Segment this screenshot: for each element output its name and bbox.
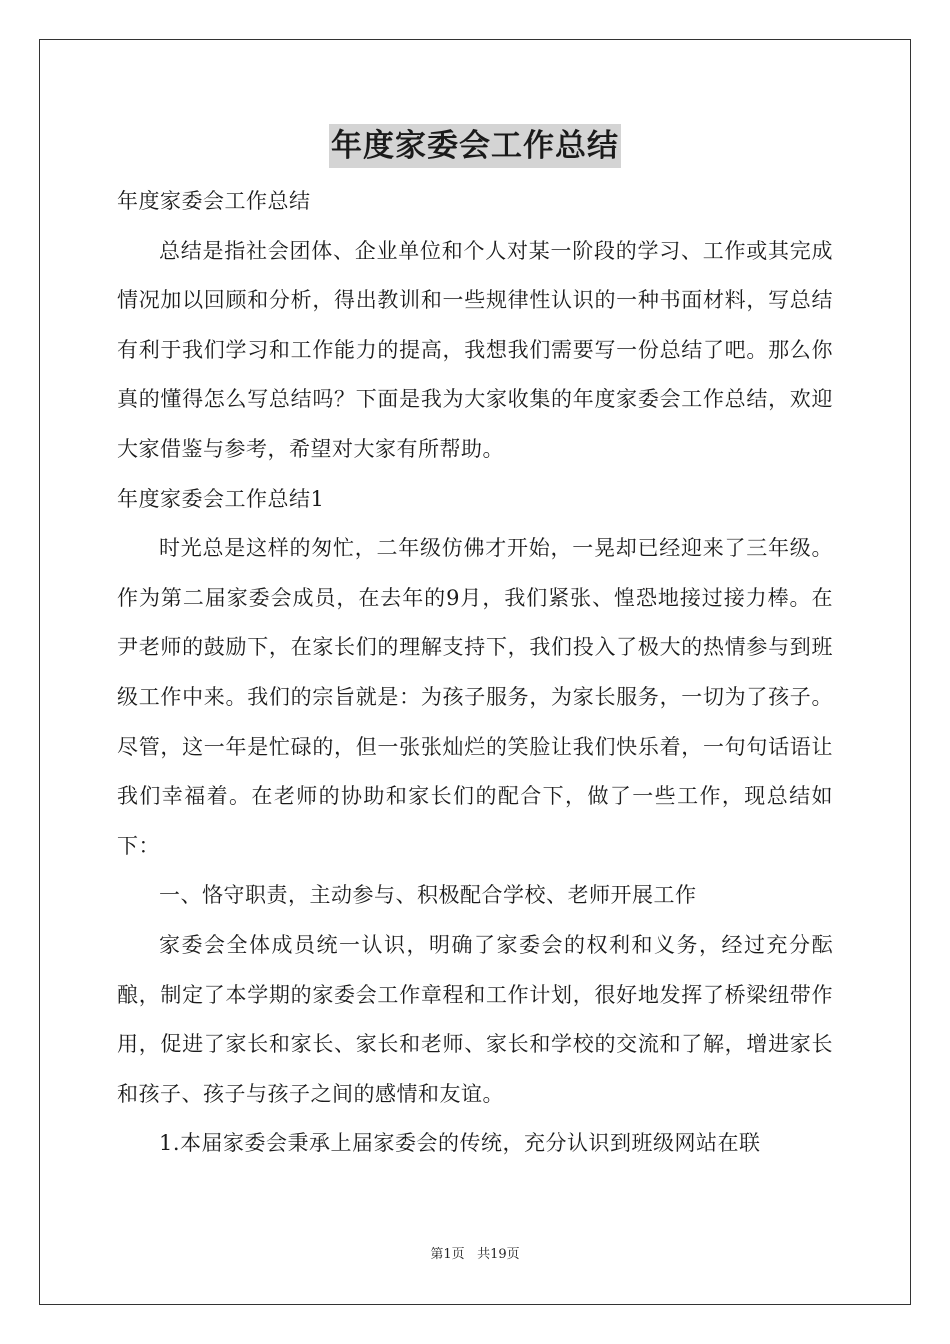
section-subheading: 一、恪守职责，主动参与、积极配合学校、老师开展工作 <box>159 883 697 908</box>
body-paragraph: 1.本届家委会秉承上届家委会的传统，充分认识到班级网站在联 <box>159 1131 761 1156</box>
document-title: 年度家委会工作总结 <box>329 124 621 168</box>
intro-paragraph: 总结是指社会团体、企业单位和个人对某一阶段的学习、工作或其完成情况加以回顾和分析，得出教训和一些规律性认识的一种书面材料，写总结有利于我们学习和工作能力的提高，我想我们需要写一份总结了吧。那么你真的懂得怎么写总结吗？下面是我为大家收集的年度家委会工作总结，欢迎大家借鉴与参考，希望对大家有所帮助。 <box>117 238 833 461</box>
section-heading-1: 年度家委会工作总结1 <box>117 486 325 511</box>
page-footer <box>0 1246 950 1264</box>
body-paragraph: 家委会全体成员统一认识，明确了家委会的权利和义务，经过充分酝酿，制定了本学期的家委会工作章程和工作计划，很好地发挥了桥梁纽带作用，促进了家长和家长、家长和老师、家长和学校的交流和了解，增进家长和孩子、孩子与孩子之间的感情和友谊。 <box>117 932 833 1106</box>
page-total: 共19页 <box>477 1247 520 1262</box>
title-container <box>0 124 950 168</box>
document-body <box>117 177 833 1169</box>
subtitle-paragraph: 年度家委会工作总结 <box>117 189 311 213</box>
body-paragraph: 时光总是这样的匆忙，二年级仿佛才开始，一晃却已经迎来了三年级。作为第二届家委会成员，在去年的9月，我们紧张、惶恐地接过接力棒。在尹老师的鼓励下，在家长们的理解支持下，我们投入了极大的热情参与到班级工作中来。我们的宗旨就是：为孩子服务，为家长服务，一切为了孩子。尽管，这一年是忙碌的，但一张张灿烂的笑脸让我们快乐着，一句句话语让我们幸福着。在老师的协助和家长们的配合下，做了一些工作，现总结如下： <box>117 536 833 858</box>
page-number: 第1页 <box>430 1247 465 1262</box>
